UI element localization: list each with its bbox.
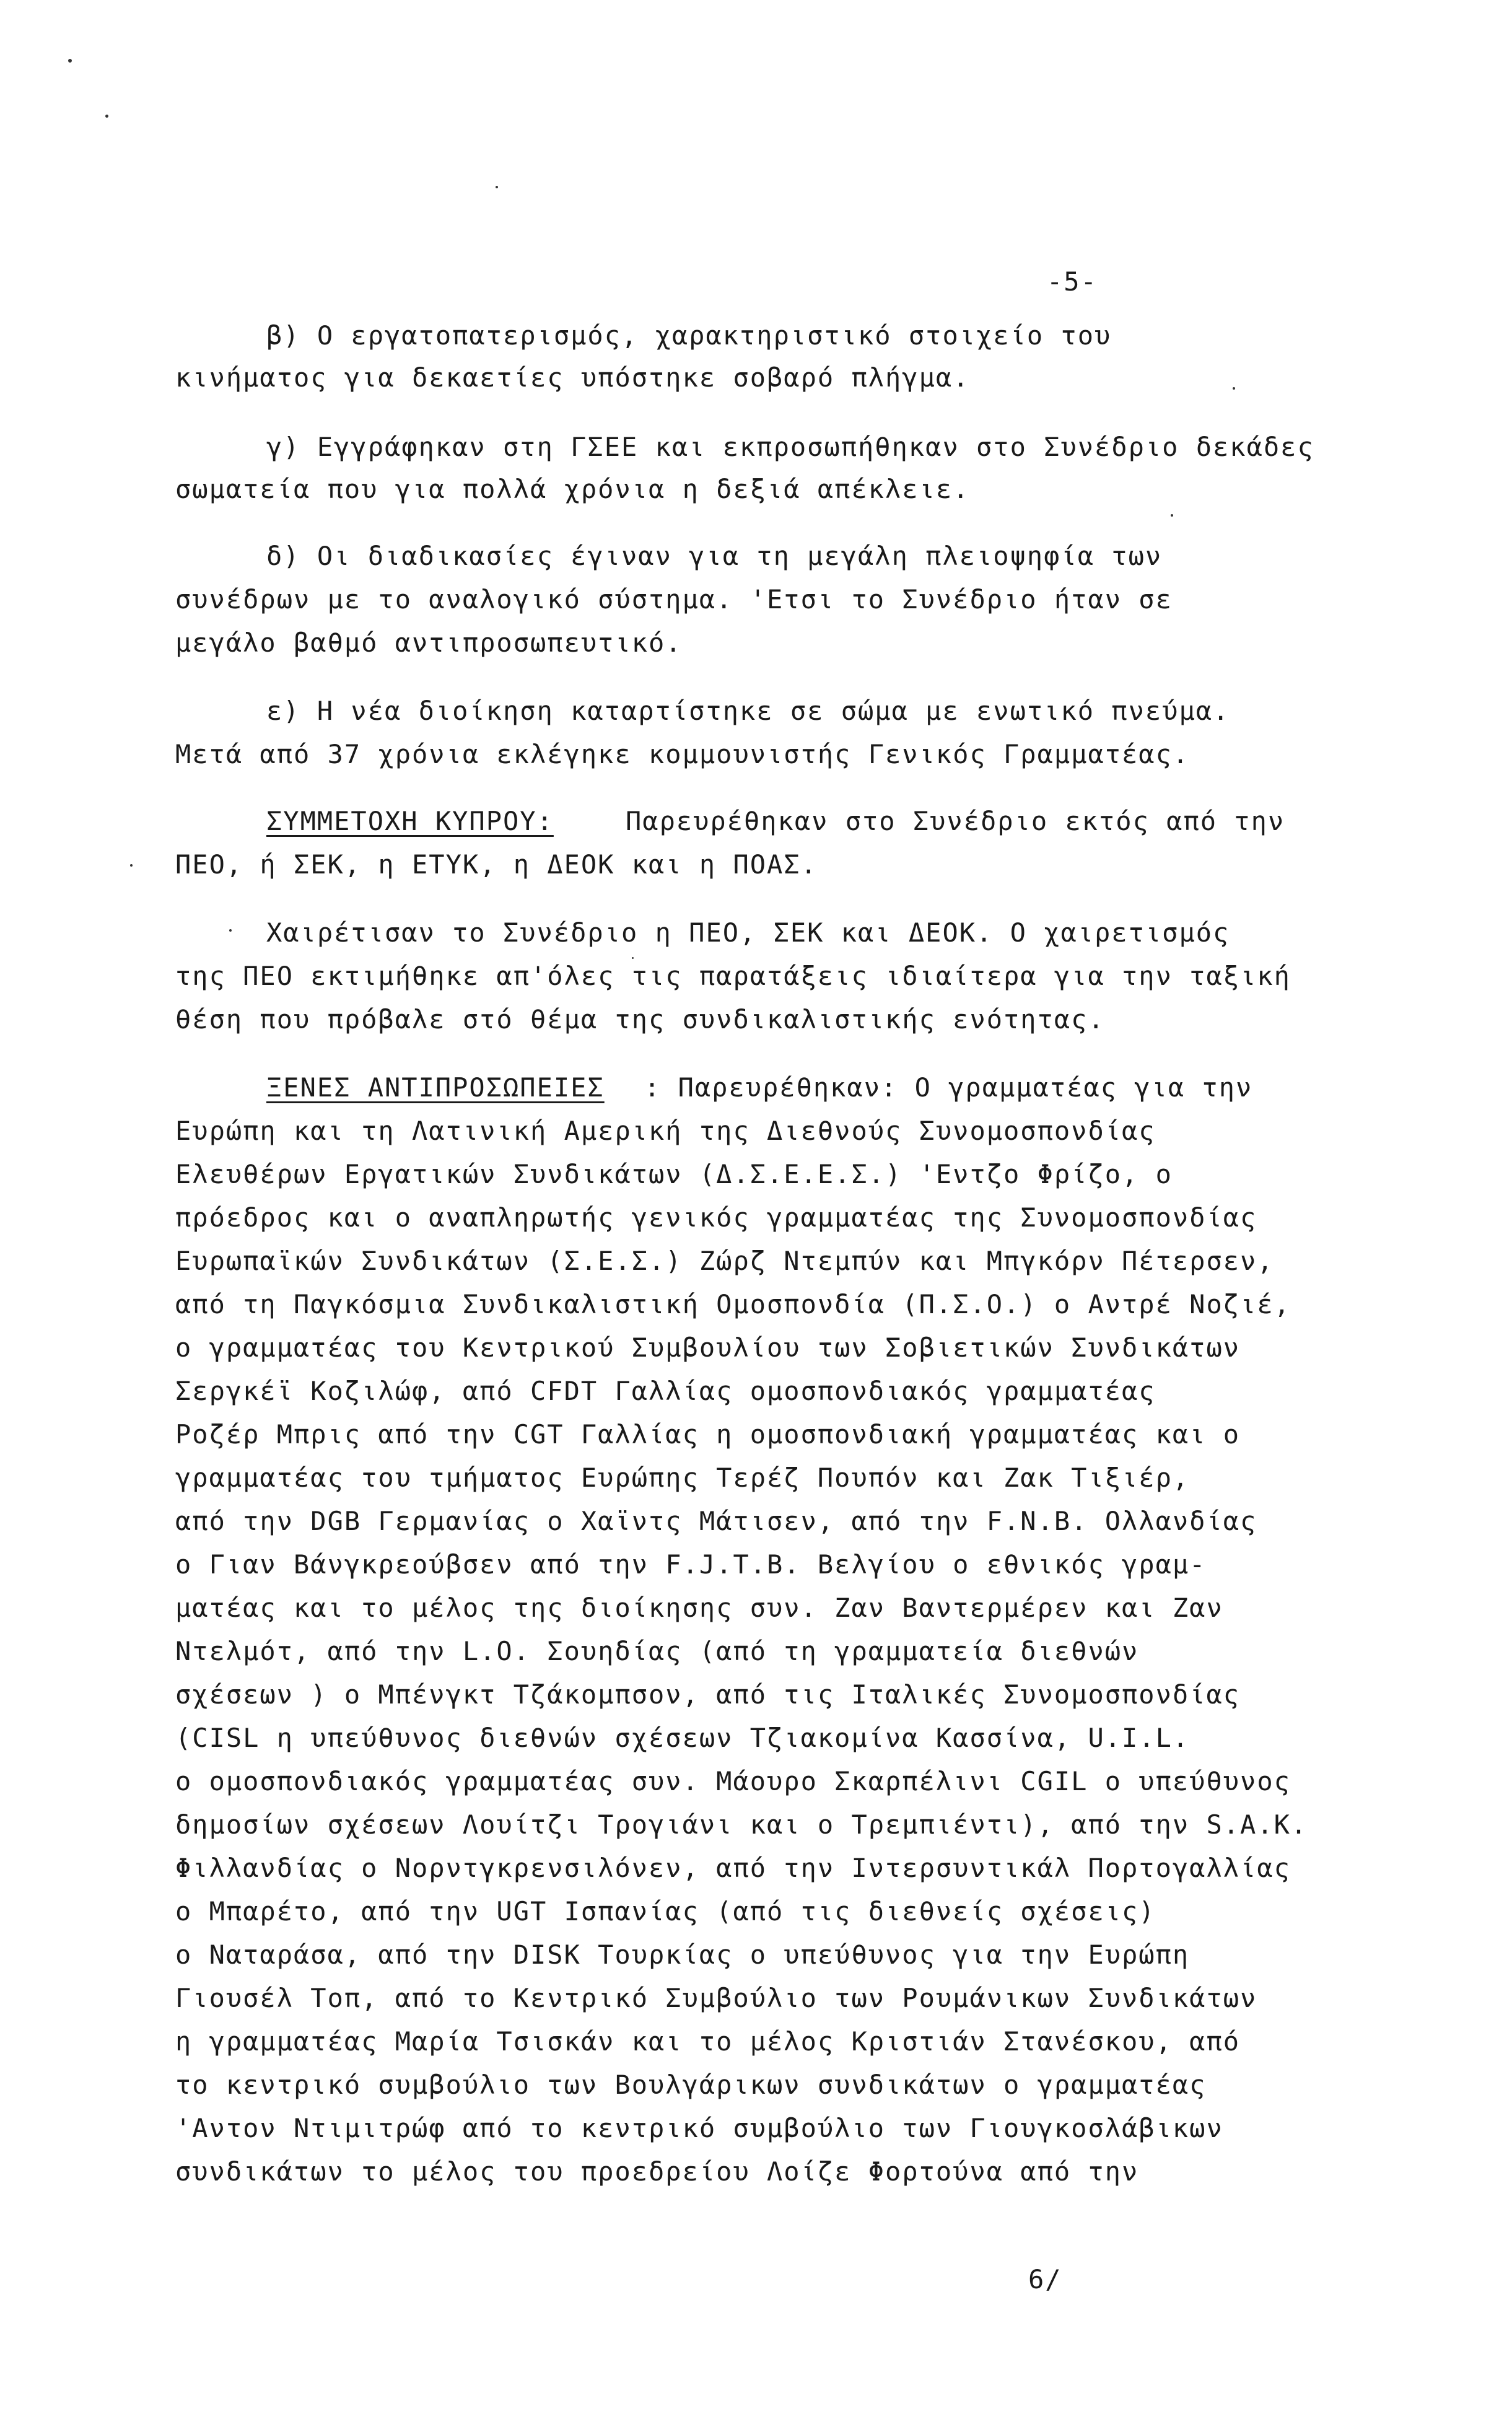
text-line: (CISL η υπεύθυνος διεθνών σχέσεων Τζιακομίνα Κασσίνα, U.I.L. xyxy=(175,1723,1190,1753)
scan-speck xyxy=(68,59,72,63)
text-line: : Παρευρέθηκαν: Ο γραμματέας για την xyxy=(644,1072,1253,1103)
text-line: Φιλλανδίας ο Νορντγκρενσιλόνεν, από την Ιντερσυντικάλ Πορτογαλλίας xyxy=(175,1853,1291,1883)
text-line: ο ομοσπονδιακός γραμματέας συν. Μάουρο Σκαρπέλινι CGIL ο υπεύθυνος xyxy=(175,1766,1291,1796)
text-line: γραμματέας του τμήματος Ευρώπης Τερέζ Πουπόν και Ζακ Τιξιέρ, xyxy=(175,1463,1190,1493)
text-line: Ροζέρ Μπρις από την CGT Γαλλίας η ομοσπονδιακή γραμματέας και ο xyxy=(175,1419,1241,1450)
scan-speck xyxy=(105,115,108,118)
scan-speck xyxy=(496,186,498,188)
text-line: Παρευρέθηκαν στο Συνέδριο εκτός από την xyxy=(626,806,1285,836)
text-line: κινήματος για δεκαετίες υπόστηκε σοβαρό πλήγμα. xyxy=(175,362,970,393)
text-line: συνέδρων με το αναλογικό σύστημα. 'Ετσι το Συνέδριο ήταν σε xyxy=(175,584,1173,614)
text-line: η γραμματέας Μαρία Τσισκάν και το μέλος Κριστιάν Στανέσκου, από xyxy=(175,2026,1241,2057)
text-line: σχέσεων ) ο Μπένγκτ Τζάκομπσον, από τις Ιταλικές Συνομοσπονδίας xyxy=(175,1679,1241,1710)
text-line: δημοσίων σχέσεων Λουίτζι Τρογιάνι και ο Τρεμπιέντι), από την S.A.K. xyxy=(175,1809,1308,1840)
text-line: Ευρωπαϊκών Συνδικάτων (Σ.Ε.Σ.) Ζώρζ Ντεμπύν και Μπγκόρν Πέτερσεν, xyxy=(175,1246,1274,1276)
text-line: Ντελμότ, από την L.O. Σουηδίας (από τη γραμματεία διεθνών xyxy=(175,1636,1139,1666)
scan-speck xyxy=(632,957,634,959)
text-line: Ελευθέρων Εργατικών Συνδικάτων (Δ.Σ.Ε.Ε.Σ.) 'Εντζο Φρίζο, ο xyxy=(175,1159,1173,1189)
text-line: 'Αντον Ντιμιτρώφ από το κεντρικό συμβούλιο των Γιουγκοσλάβικων xyxy=(175,2113,1223,2143)
scan-speck xyxy=(1233,387,1235,390)
text-line: β) Ο εργατοπατερισμός, χαρακτηριστικό στοιχείο του xyxy=(266,320,1112,351)
text-line: ματέας και το μέλος της διοίκησης συν. Ζαν Βαντερμέρεν και Ζαν xyxy=(175,1593,1223,1623)
text-line: από την DGB Γερμανίας ο Χαϊντς Μάτισεν, από την F.N.B. Ολλανδίας xyxy=(175,1506,1257,1536)
text-line: γ) Εγγράφηκαν στη ΓΣΕΕ και εκπροσωπήθηκαν στο Συνέδριο δεκάδες xyxy=(266,432,1314,462)
text-line: ο Μπαρέτο, από την UGT Ισπανίας (από τις διεθνείς σχέσεις) xyxy=(175,1896,1156,1926)
text-line: το κεντρικό συμβούλιο των Βουλγάρικων συνδικάτων ο γραμματέας xyxy=(175,2070,1207,2100)
text-line: από τη Παγκόσμια Συνδικαλιστική Ομοσπονδία (Π.Σ.Ο.) ο Αντρέ Νοζιέ, xyxy=(175,1289,1291,1319)
text-line: ο γραμματέας του Κεντρικού Συμβουλίου των Σοβιετικών Συνδικάτων xyxy=(175,1332,1241,1363)
text-line: της ΠΕΟ εκτιμήθηκε απ'όλες τις παρατάξεις ιδιαίτερα για την ταξική xyxy=(175,961,1291,991)
continuation-marker: 6/ xyxy=(1028,2264,1062,2294)
section-heading-foreign: ΞΕΝΕΣ ΑΝΤΙΠΡΟΣΩΠΕΙΕΣ xyxy=(266,1072,605,1103)
text-line: μεγάλο βαθμό αντιπροσωπευτικό. xyxy=(175,628,683,658)
scan-speck xyxy=(130,864,133,867)
text-line: θέση που πρόβαλε στό θέμα της συνδικαλιστικής ενότητας. xyxy=(175,1004,1105,1034)
text-line: ε) Η νέα διοίκηση καταρτίστηκε σε σώμα με ενωτικό πνεύμα. xyxy=(266,696,1230,726)
text-line: ο Ναταράσα, από την DISK Τουρκίας ο υπεύθυνος για την Ευρώπη xyxy=(175,1940,1190,1970)
text-line: Σεργκέϊ Κοζιλώφ, από CFDT Γαλλίας ομοσπονδιακός γραμματέας xyxy=(175,1376,1156,1406)
scan-speck xyxy=(1171,514,1173,517)
text-line: σωματεία που για πολλά χρόνια η δεξιά απέκλειε. xyxy=(175,474,970,504)
text-line: συνδικάτων το μέλος του προεδρείου Λοίζε Φορτούνα από την xyxy=(175,2156,1139,2187)
text-line: πρόεδρος και ο αναπληρωτής γενικός γραμματέας της Συνομοσπονδίας xyxy=(175,1202,1257,1233)
text-line: δ) Οι διαδικασίες έγιναν για τη μεγάλη πλειοψηφία των xyxy=(266,541,1163,571)
section-heading-cyprus: ΣΥΜΜΕΤΟΧΗ ΚΥΠΡΟΥ: xyxy=(266,806,554,836)
text-line: Μετά από 37 χρόνια εκλέγηκε κομμουνιστής Γενικός Γραμματέας. xyxy=(175,739,1190,769)
text-line: Γιουσέλ Τοπ, από το Κεντρικό Συμβούλιο των Ρουμάνικων Συνδικάτων xyxy=(175,1983,1257,2013)
text-line: ο Γιαν Βάνγκρεούβσεν από την F.J.T.B. Βελγίου ο εθνικός γραμ- xyxy=(175,1549,1207,1580)
text-line: ΠΕΟ, ή ΣΕΚ, η ΕΤΥΚ, η ΔΕΟΚ και η ΠΟΑΣ. xyxy=(175,849,818,880)
text-line: Ευρώπη και τη Λατινική Αμερική της Διεθνούς Συνομοσπονδίας xyxy=(175,1116,1156,1146)
text-line: Χαιρέτισαν το Συνέδριο η ΠΕΟ, ΣΕΚ και ΔΕΟΚ. Ο χαιρετισμός xyxy=(266,917,1230,948)
scan-speck xyxy=(229,929,232,932)
page-number: -5- xyxy=(1047,266,1098,297)
